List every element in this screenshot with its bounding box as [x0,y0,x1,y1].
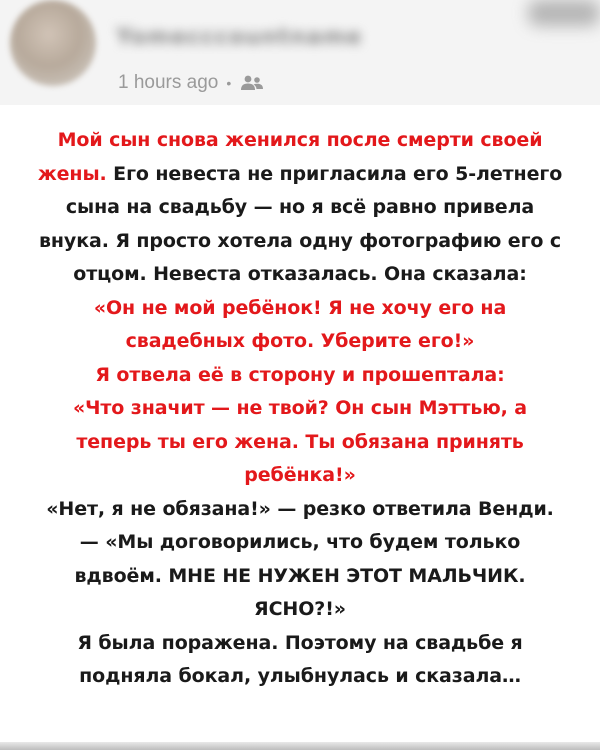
story-line: свадебных фото. Уберите его!» [125,330,475,352]
post-meta [118,70,265,96]
story-line: теперь ты его жена. Ты обязана принять [76,430,524,453]
story-line: подняла бокал, улыбнулась и сказала… [79,665,521,687]
avatar[interactable] [10,0,96,86]
author-name[interactable]: Yomecccountname [116,25,363,50]
story-line: отцом. Невеста отказалась. Она сказала: [73,263,527,285]
friends-icon[interactable] [239,74,265,92]
story-line: вдвоём. МНЕ НЕ НУЖЕН ЭТОТ МАЛЬЧИК. [74,564,526,587]
story-line: сына на свадьбу — но я всё равно привела [65,196,535,218]
story-line-part: жены. [37,162,107,185]
bottom-divider [0,742,600,750]
story-card [0,105,600,742]
story-line: Я отвела её в сторону и прошептала: [95,363,505,386]
story-line [6,158,594,192]
story-line: «Что значит — не твой? Он сын Мэттью, а [72,397,528,419]
story-line-part: Его невеста не пригласила его 5-летнего [106,162,563,185]
story-text [6,124,594,694]
story-line: внука. Я просто хотела одну фотографию его с [38,229,562,252]
story-line: — «Мы договорились, что будем только [79,531,521,553]
story-line: ЯСНО?!» [254,598,346,620]
story-line: ребёнка!» [244,464,356,486]
story-line: «Он не мой ребёнок! Я не хочу его на [93,296,507,319]
post-timestamp[interactable]: 1 hours ago [118,72,219,93]
story-line: Я была поражена. Поэтому на свадьбе я [77,631,523,654]
story-line: «Нет, я не обязана!» — резко ответила Венди. [46,497,554,520]
post-header [0,0,600,105]
story-line: Мой сын снова женился после смерти своей [57,129,543,151]
meta-separator: • [226,75,232,91]
post-options-icon[interactable] [528,0,600,26]
